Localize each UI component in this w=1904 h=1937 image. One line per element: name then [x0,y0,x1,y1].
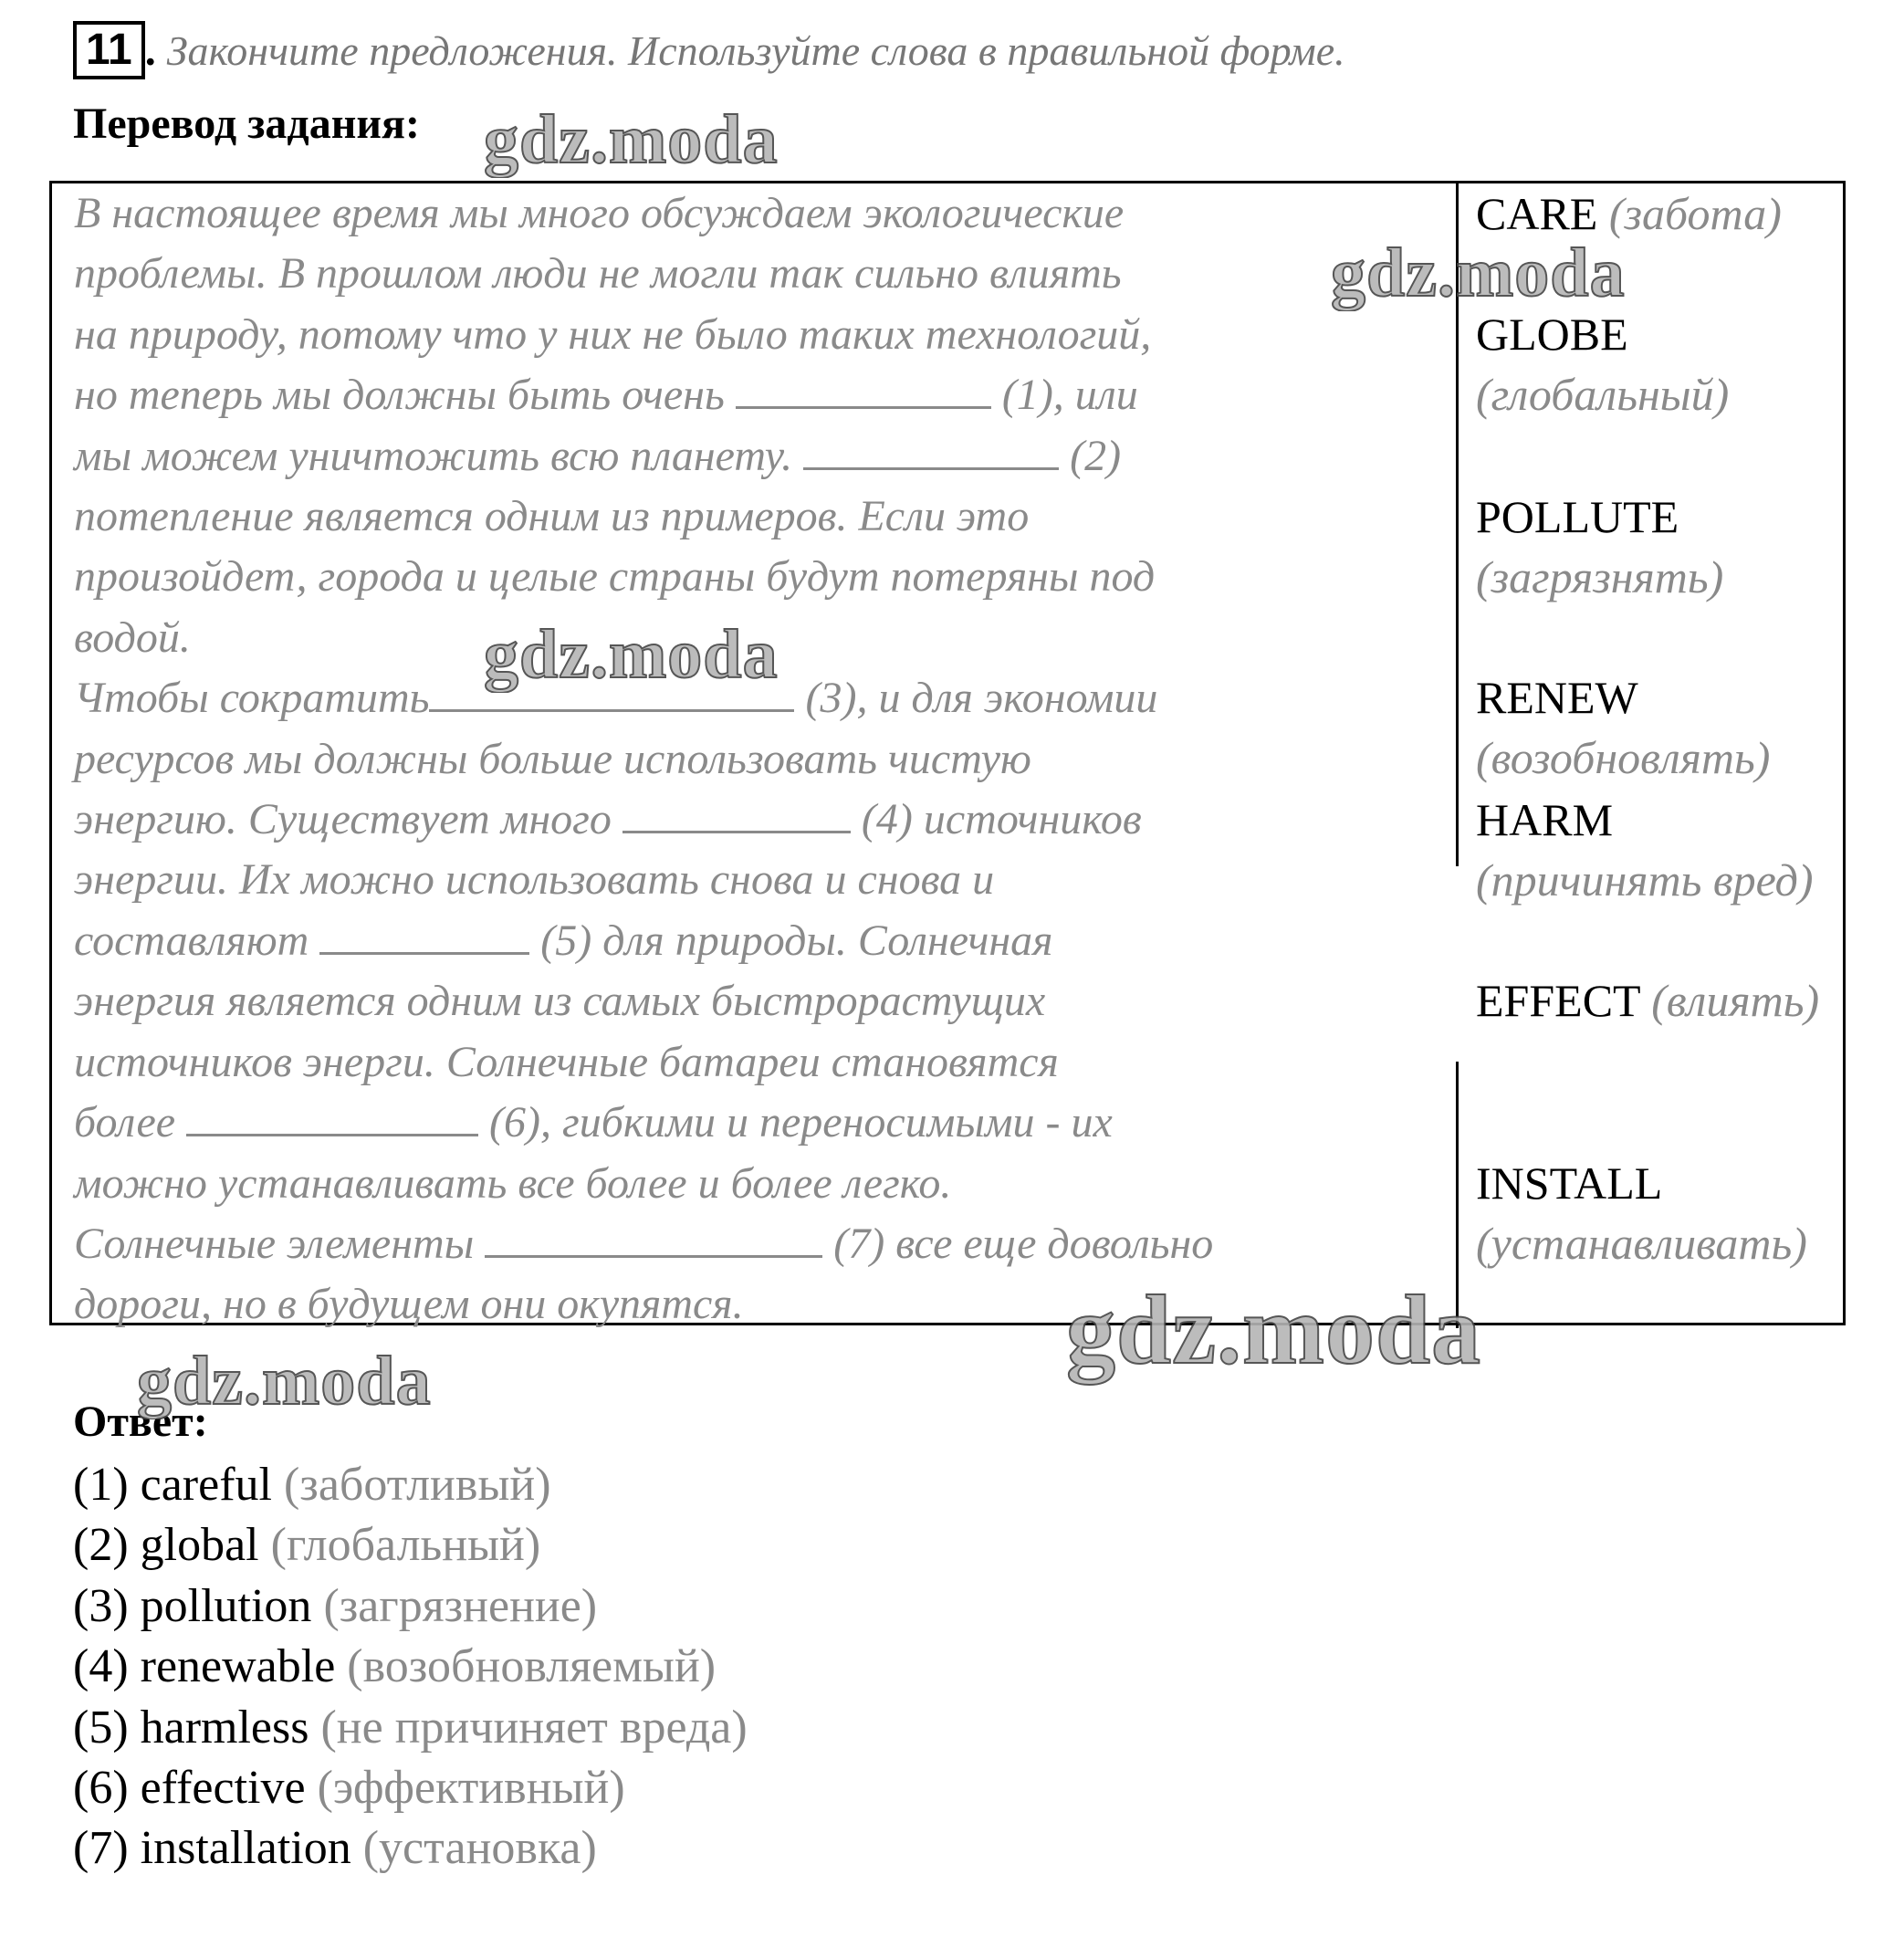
text-line: произойдет, города и целые страны будут потеряны под [74,552,1156,602]
text-line: Солнечные элементы (7) все еще довольно [74,1214,1443,1274]
text-line: энергия является одним из самых быстрорастущих [74,977,1046,1026]
text-line: более (6), гибкими и переносимыми - их [74,1093,1443,1153]
word-item: INSTALL (устанавливать) [1476,1157,1807,1270]
word-item: CARE (забота) [1476,188,1782,239]
answer-item: (6) effective (эффективный) [73,1762,625,1815]
text-line: водой. [74,613,191,662]
word-item: GLOBE (глобальный) [1476,309,1730,421]
answer-item: (1) careful (заботливый) [73,1459,551,1511]
text-line: можно устанавливать все более и более легко. [74,1158,952,1208]
blank-5 [319,914,529,955]
task-instruction: Закончите предложения. Используйте слова в правильной форме. [166,26,1345,74]
answer-title: Ответ: [73,1398,208,1446]
watermark: gdz.moda [484,101,779,178]
text-line: энергии. Их можно использовать снова и снова и [74,855,995,905]
task-header [73,18,1345,82]
word-item: EFFECT (влиять) [1476,975,1820,1026]
answer-item: (3) pollution (загрязнение) [73,1579,598,1632]
word-item: RENEW (возобновлять) [1476,672,1771,784]
translation-title: Перевод задания: [73,99,420,148]
blank-1 [736,368,991,409]
watermark: gdz.moda [137,1343,432,1419]
text-line: энергию. Существует много (4) источников [74,790,1443,850]
text-line: Чтобы сократить (3), и для экономии [74,668,1443,728]
answer-item: (2) global (глобальный) [73,1519,541,1572]
word-item: POLLUTE (загрязнять) [1476,491,1724,603]
answer-item: (4) renewable (возобновляемый) [73,1640,717,1693]
answer-item: (7) installation (установка) [73,1822,597,1875]
text-line: ресурсов мы должны больше использовать чистую [74,734,1031,783]
exercise-box [49,181,1846,1329]
text-line: источников энерги. Солнечные батареи становятся [74,1037,1059,1086]
word-item: HARM (причинять вред) [1476,794,1814,906]
blank-2 [803,429,1059,470]
watermark: gdz.moda [1066,1276,1482,1385]
task-number: 11 [73,21,145,79]
watermark: gdz.moda [484,616,779,693]
text-line: на природу, потому что у них не было таких технологий, [74,309,1152,359]
task-number-dot: . [144,26,156,75]
answer-item: (5) harmless (не причиняет вреда) [73,1701,748,1754]
translation-text [74,183,1443,1335]
blank-6 [186,1095,478,1136]
text-line: составляют (5) для природы. Солнечная [74,911,1443,971]
blank-7 [485,1217,822,1258]
text-line: мы можем уничтожить всю планету. (2) [74,426,1443,487]
blank-4 [622,792,851,833]
text-line: В настоящее время мы много обсуждаем экологические [74,189,1125,237]
text-line: но теперь мы должны быть очень (1), или [74,365,1443,425]
watermark: gdz.moda [1331,235,1626,311]
answer-list [73,1455,748,1879]
text-line: потепление является одним из примеров. Если это [74,492,1030,541]
text-line: проблемы. В прошлом люди не могли так сильно влиять [74,249,1122,298]
text-line: дороги, но в будущем они окупятся. [74,1280,744,1329]
